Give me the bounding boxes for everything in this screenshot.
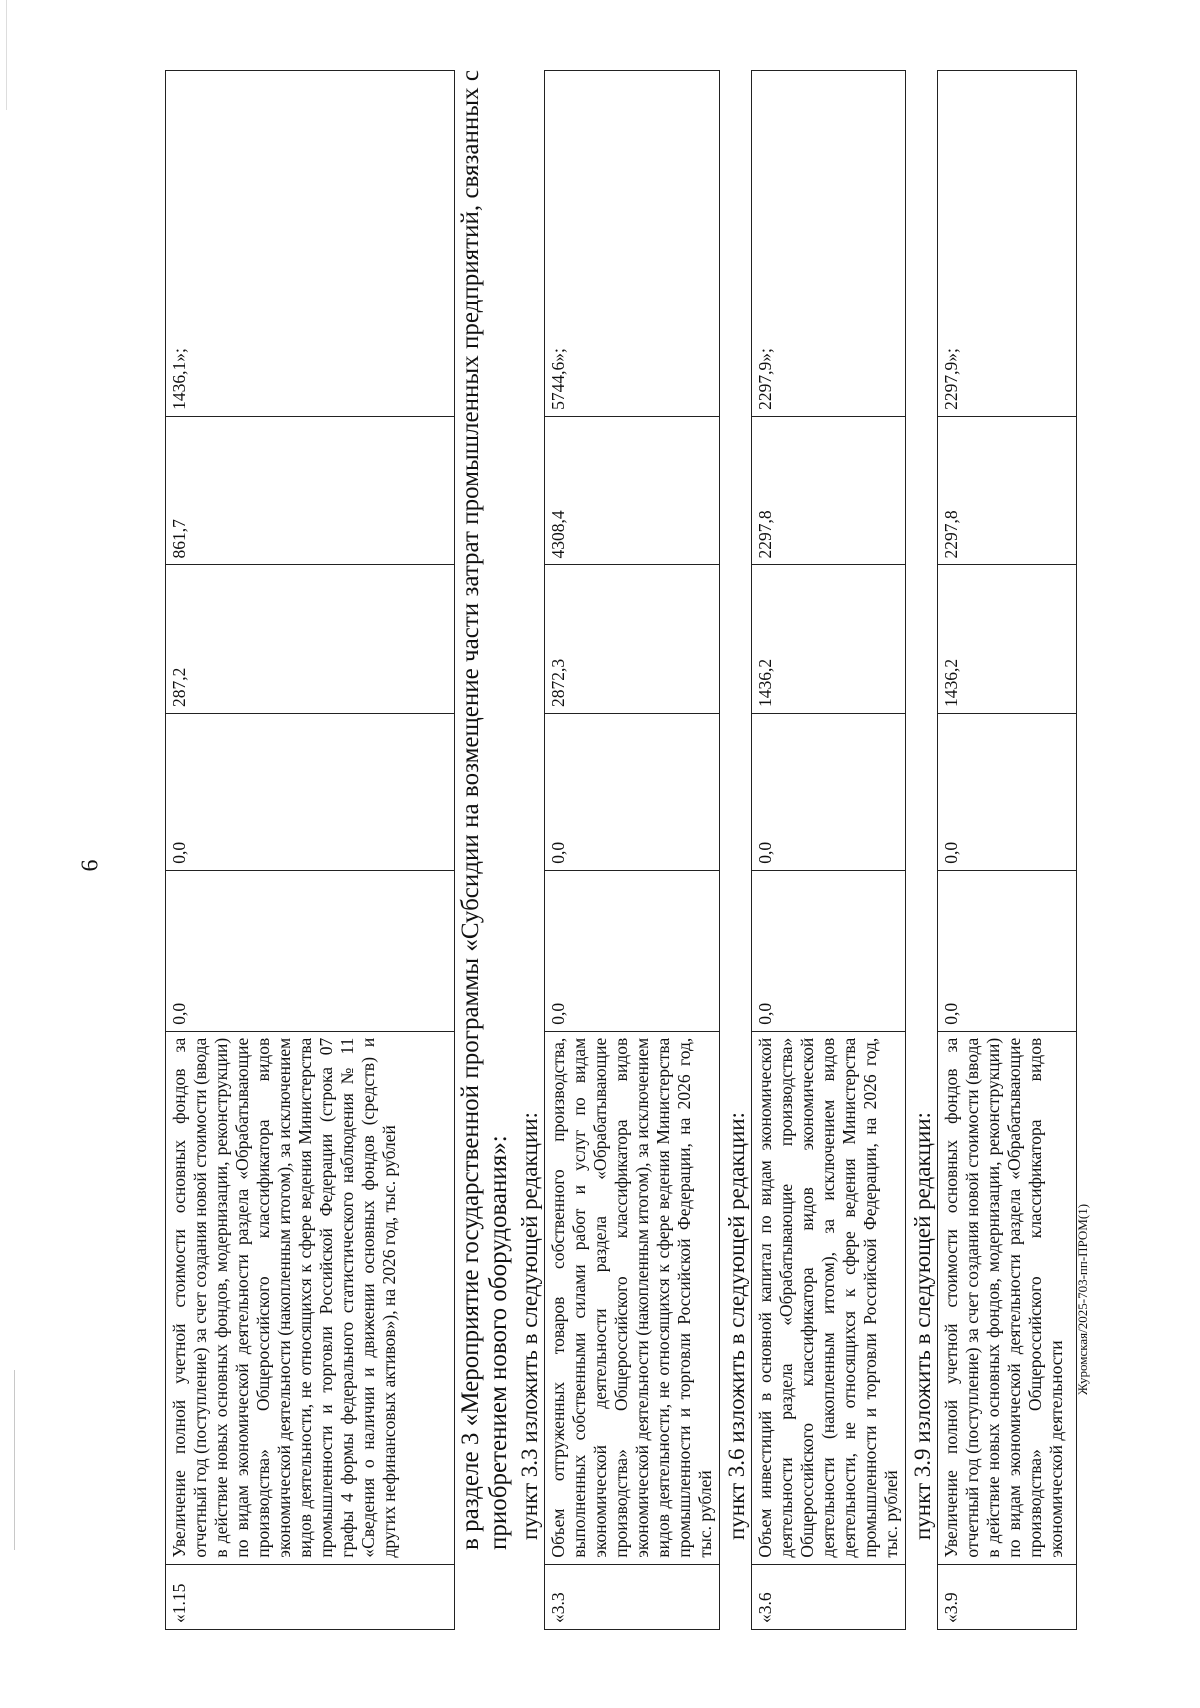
table-row-3-9 — [937, 70, 1077, 1630]
document-sheet — [165, 70, 1125, 1630]
row-indicator-name: Увеличение полной учетной стоимости основных фондов за отчетный год (поступление) за счет создания новой стоимости (ввода в действие новых основных фондов, модернизации, реконструкции) по видам экономической деятельности раздела «Обрабатывающие производства» Общероссийского классификатора видов экономической деятельности (накопленным итогом), за исключением видов деятельности, не относящихся к сфере ведения Министерства промышленности и торговли Российской Федерации (строка 07 графы 4 формы федерального статистического наблюдения № 11 «Сведения о наличии и движении основных фондов (средств) и других нефинансовых активов»), на 2026 год, тыс. рублей — [166, 1031, 455, 1564]
row-value: 2297,9»; — [938, 71, 1077, 417]
row-indicator-name: Увеличение полной учетной стоимости основных фондов за отчетный год (поступление) за счет создания новой стоимости (ввода в действие новых основных фондов, модернизации, реконструкции) по видам экономической деятельности раздела «Обрабатывающие производства» Общероссийского классификатора видов экономической деятельности — [938, 1031, 1077, 1564]
row-number: «3.6 — [752, 1564, 906, 1629]
row-number: «3.9 — [938, 1564, 1077, 1629]
row-value: 0,0 — [938, 713, 1077, 870]
row-number: «3.3 — [545, 1564, 720, 1629]
row-value: 287,2 — [166, 565, 455, 714]
row-value: 2872,3 — [545, 565, 720, 714]
scan-artifact — [6, 0, 7, 110]
row-value: 0,0 — [166, 713, 455, 870]
row-value: 0,0 — [938, 870, 1077, 1031]
row-value: 861,7 — [166, 416, 455, 565]
row-value: 0,0 — [545, 870, 720, 1031]
row-value: 0,0 — [545, 713, 720, 870]
page-number: 6 — [77, 859, 104, 872]
row-value: 0,0 — [752, 870, 906, 1031]
row-indicator-name: Объем отгруженных товаров собственного производства, выполненных собственными силами работ и услуг по видам экономической деятельности раздела «Обрабатывающие производства» Общероссийского классификатора видов экономической деятельности (накопленным итогом), за исключением видов деятельности, не относящихся к сфере ведения Министерства промышленности и торговли Российской Федерации, на 2026 год, тыс. рублей — [545, 1031, 720, 1564]
row-value: 1436,2 — [938, 565, 1077, 714]
row-indicator-name: Объем инвестиций в основной капитал по видам экономической деятельности раздела «Обрабатывающие производства» Общероссийского классификатора видов экономической деятельности (накопленным итогом), за исключением видов деятельности, не относящихся к сфере ведения Министерства промышленности и торговли Российской Федерации, на 2026 год, тыс. рублей — [752, 1031, 906, 1564]
row-value: 0,0 — [166, 870, 455, 1031]
table-row — [752, 71, 906, 1630]
instruction-3-6: пункт 3.6 изложить в следующей редакции: — [724, 1112, 749, 1540]
row-value: 1436,1»; — [166, 71, 455, 417]
table-row-3-3 — [544, 70, 720, 1630]
row-number: «1.15 — [166, 1564, 455, 1629]
table-row-3-6 — [751, 70, 906, 1630]
row-value: 1436,2 — [752, 565, 906, 714]
instruction-3-9: пункт 3.9 изложить в следующей редакции: — [910, 1112, 935, 1540]
instruction-3-3: пункт 3.3 изложить в следующей редакции: — [517, 1112, 542, 1540]
document-code: Журомская/2025-703-пп-ПРОМ(1) — [1075, 1203, 1090, 1395]
row-value: 4308,4 — [545, 416, 720, 565]
table-row-1-15 — [165, 70, 455, 1630]
table-row — [938, 71, 1077, 1630]
row-value: 2297,9»; — [752, 71, 906, 417]
table-row — [166, 71, 455, 1630]
table-row — [545, 71, 720, 1630]
row-value: 5744,6»; — [545, 71, 720, 417]
scan-artifact — [14, 1370, 15, 1550]
section-3-instruction: в разделе 3 «Мероприятие государственной программы «Субсидии на возмещение части затрат промышленных предприятий, связанных с приобретением нового оборудования»: — [457, 70, 512, 1550]
row-value: 2297,8 — [938, 416, 1077, 565]
row-value: 0,0 — [752, 713, 906, 870]
row-value: 2297,8 — [752, 416, 906, 565]
